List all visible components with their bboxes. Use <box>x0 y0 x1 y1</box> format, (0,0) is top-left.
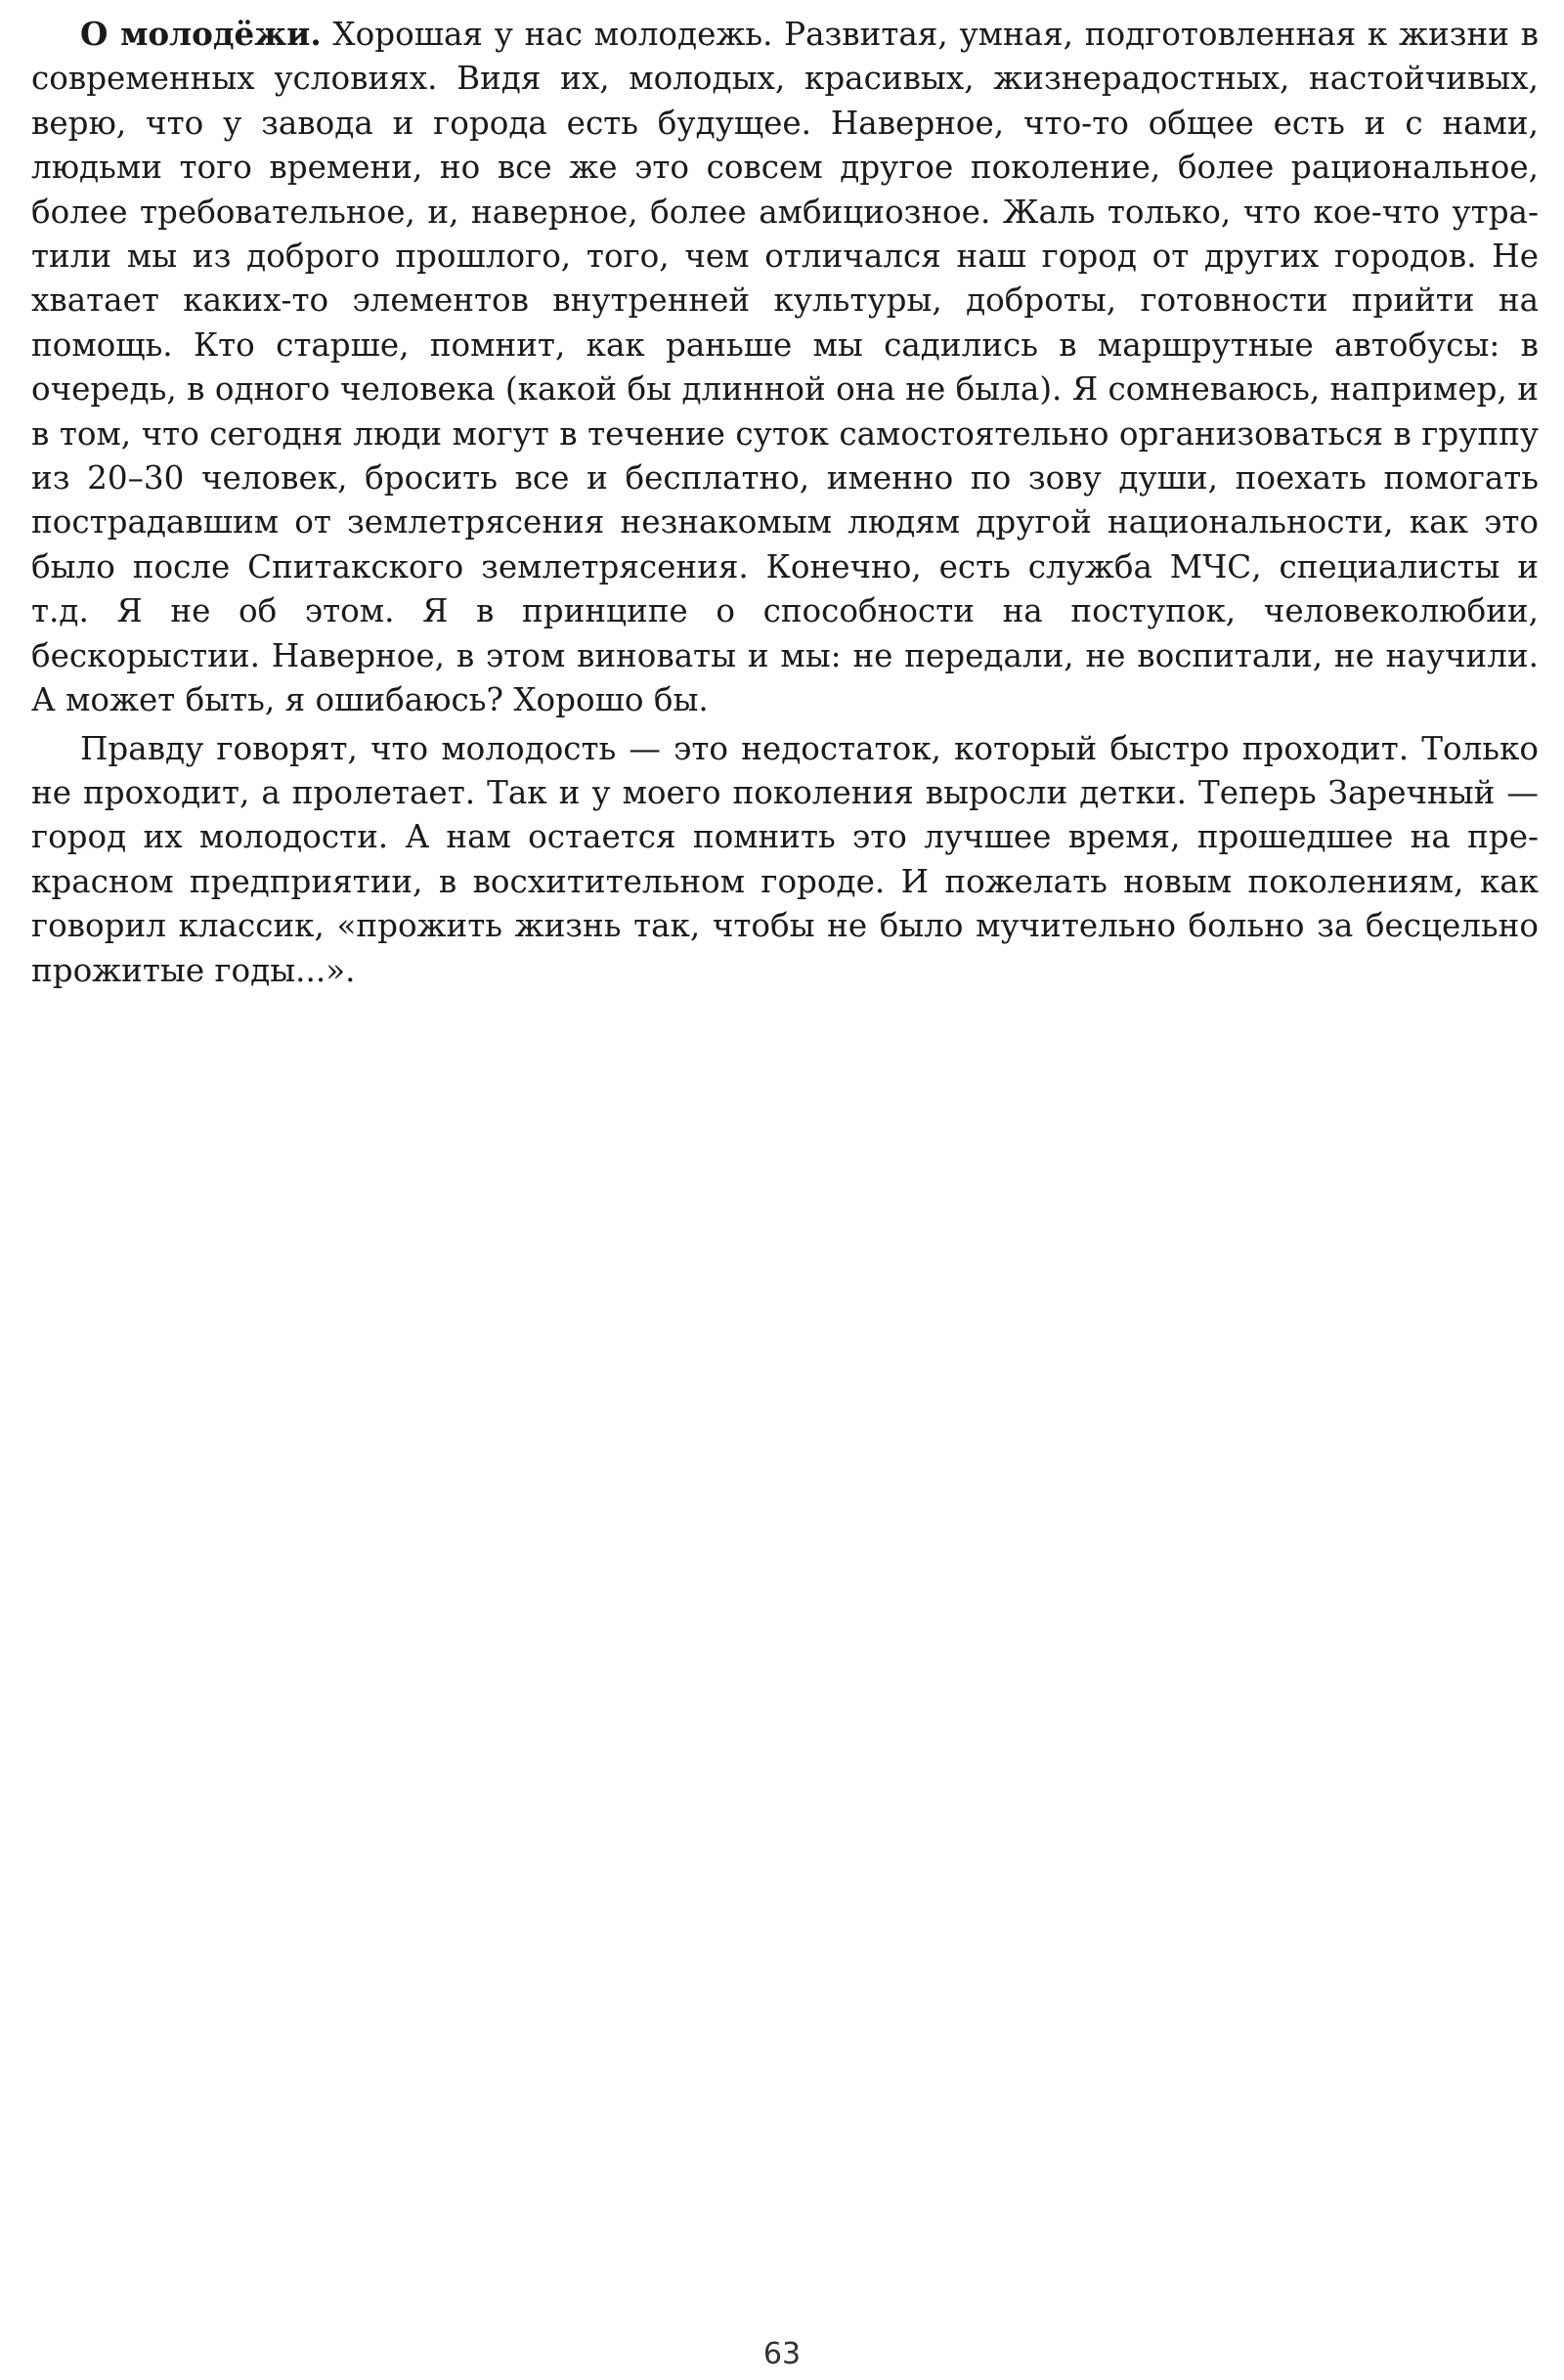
paragraph-youth <box>31 12 1539 723</box>
paragraph-lead-heading: О молодёжи. <box>80 15 322 53</box>
paragraph-closing <box>31 727 1539 993</box>
paragraph-text: Правду говорят, что молодость — это недостаток, который быстро проходит. Только не проходит, а пролетает. Так и у моего поколения выросли детки. Теперь Заречный — город их молодости. А нам остается помнить это лучшее время, прошедшее на прекрасном предприятии, в восхитительном городе. И пожелать новым поколениям, как говорил классик, «прожить жизнь так, чтобы не было мучительно больно за бесцельно прожитые годы...». <box>31 729 1539 989</box>
page-number: 63 <box>762 2337 802 2371</box>
paragraph-text: Хорошая у нас молодежь. Развитая, умная, подготовленная к жизни в современных условиях. Видя их, молодых, красивых, жизнерадостных, настойчивых, верю, что у завода и города есть будущее. Наверное, что-то общее есть и с нами, людьми того времени, но все же это совсем другое поколение, более рациональное, более требовательное, и, наверное, более амбициозное. Жаль только, что кое-что утратили мы из доброго прошлого, того, чем отличался наш город от других городов. Не хватает каких-то элементов внутренней культуры, доброты, готовности прийти на помощь. Кто старше, помнит, как раньше мы садились в маршрутные автобусы: в очередь, в одного человека (какой бы длинной она не была). Я сомневаюсь, например, и в том, что сегодня люди могут в течение суток самостоятельно организоваться в группу из 20–30 человек, бросить все и бесплатно, именно по зову души, поехать помогать пострадавшим от землетрясения незнакомым людям другой национальности, как это было после Спитакского землетрясения. Конечно, есть служба МЧС, специалисты и т.д. Я не об этом. Я в принципе о способности на поступок, человеколюбии, бескорыстии. Наверное, в этом виноваты и мы: не передали, не воспитали, не научили. А может быть, я ошибаюсь? Хорошо бы. <box>31 16 1539 719</box>
article-body <box>31 12 1539 993</box>
